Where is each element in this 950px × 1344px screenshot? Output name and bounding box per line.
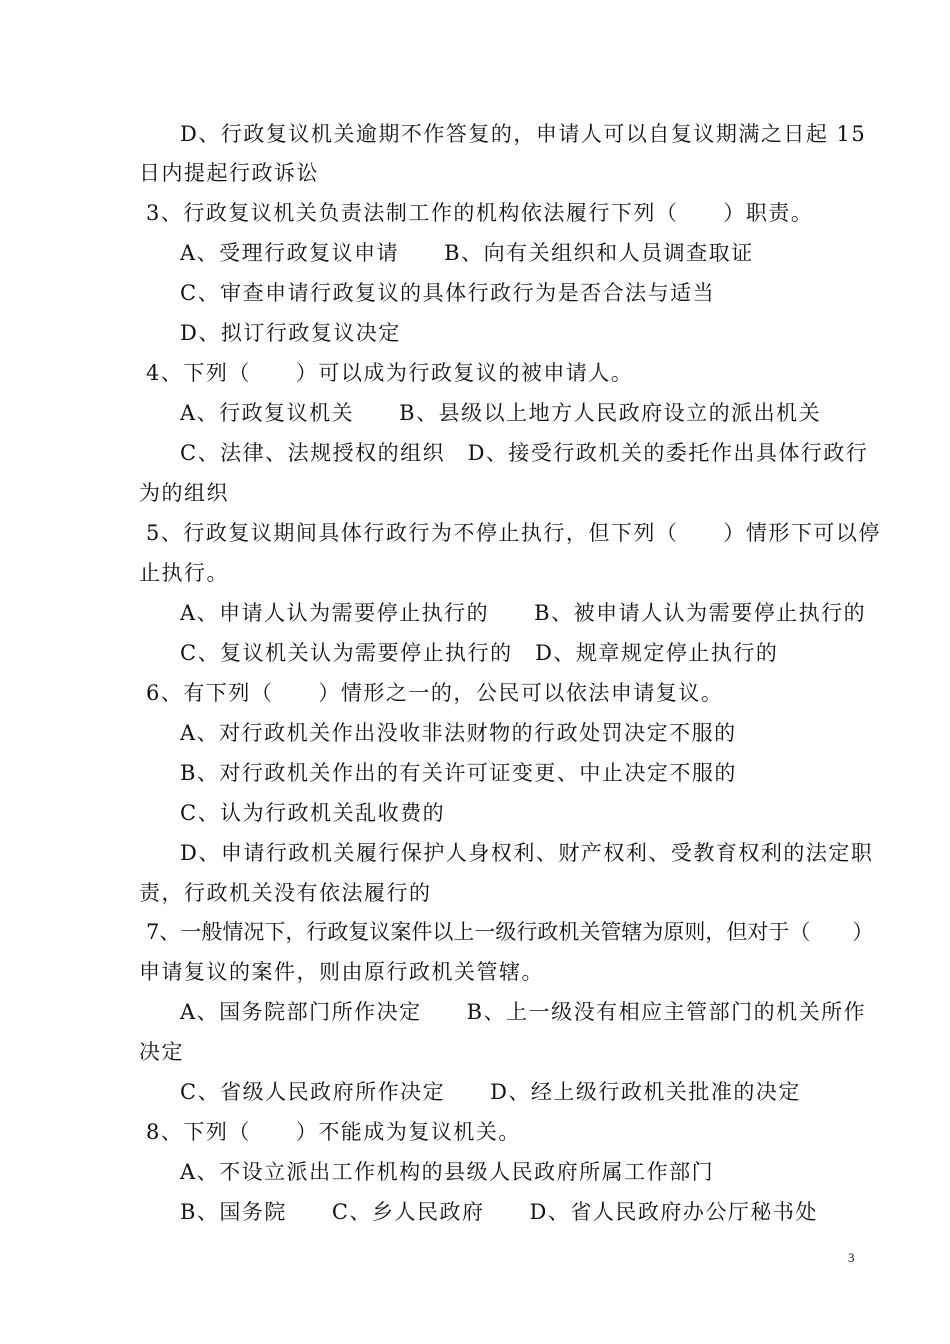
question-line: 4、下列（ ）可以成为行政复议的被申请人。 [146,361,634,385]
text-line: 止执行。 [139,561,229,585]
option-line: C、省级人民政府所作决定 D、经上级行政机关批准的决定 [180,1080,801,1104]
option-line: A、行政复议机关 B、县级以上地方人民政府设立的派出机关 [180,401,822,425]
option-line: D、拟订行政复议决定 [180,321,401,345]
question-line: 7、一般情况下，行政复议案件以上一级行政机关管辖为原则，但对于（ ） [146,920,874,944]
text-line: 日内提起行政诉讼 [139,161,319,185]
option-line: B、国务院 C、乡人民政府 D、省人民政府办公厅秘书处 [180,1200,818,1224]
option-line: A、对行政机关作出没收非法财物的行政处罚决定不服的 [180,721,737,745]
text-line: D、行政复议机关逾期不作答复的，申请人可以自复议期满之日起 15 [180,122,867,146]
question-line: 8、下列（ ）不能成为复议机关。 [146,1120,521,1144]
option-line: B、对行政机关作出的有关许可证变更、中止决定不服的 [180,761,737,785]
option-line: A、受理行政复议申请 B、向有关组织和人员调查取证 [180,241,754,265]
option-line: A、国务院部门所作决定 B、上一级没有相应主管部门的机关所作 [180,1000,867,1024]
option-line: D、申请行政机关履行保护人身权利、财产权利、受教育权利的法定职 [180,841,874,865]
text-line: 责，行政机关没有依法履行的 [139,881,432,905]
question-line: 5、行政复议期间具体行政行为不停止执行，但下列（ ）情形下可以停 [146,521,881,545]
option-line: C、复议机关认为需要停止执行的 D、规章规定停止执行的 [180,641,779,665]
option-line: C、法律、法规授权的组织 D、接受行政机关的委托作出具体行政行 [180,441,869,465]
question-line: 3、行政复议机关负责法制工作的机构依法履行下列（ ）职责。 [146,201,814,225]
option-line: A、申请人认为需要停止执行的 B、被申请人认为需要停止执行的 [180,601,867,625]
option-line: A、不设立派出工作机构的县级人民政府所属工作部门 [180,1160,715,1184]
option-line: C、审查申请行政复议的具体行政行为是否合法与适当 [180,281,716,305]
text-line: 为的组织 [139,481,229,505]
text-line: 申请复议的案件，则由原行政机关管辖。 [139,960,544,984]
question-line: 6、有下列（ ）情形之一的，公民可以依法申请复议。 [146,681,724,705]
option-line: C、认为行政机关乱收费的 [180,801,446,825]
page-number: 3 [848,1250,855,1265]
text-line: 决定 [139,1040,184,1064]
